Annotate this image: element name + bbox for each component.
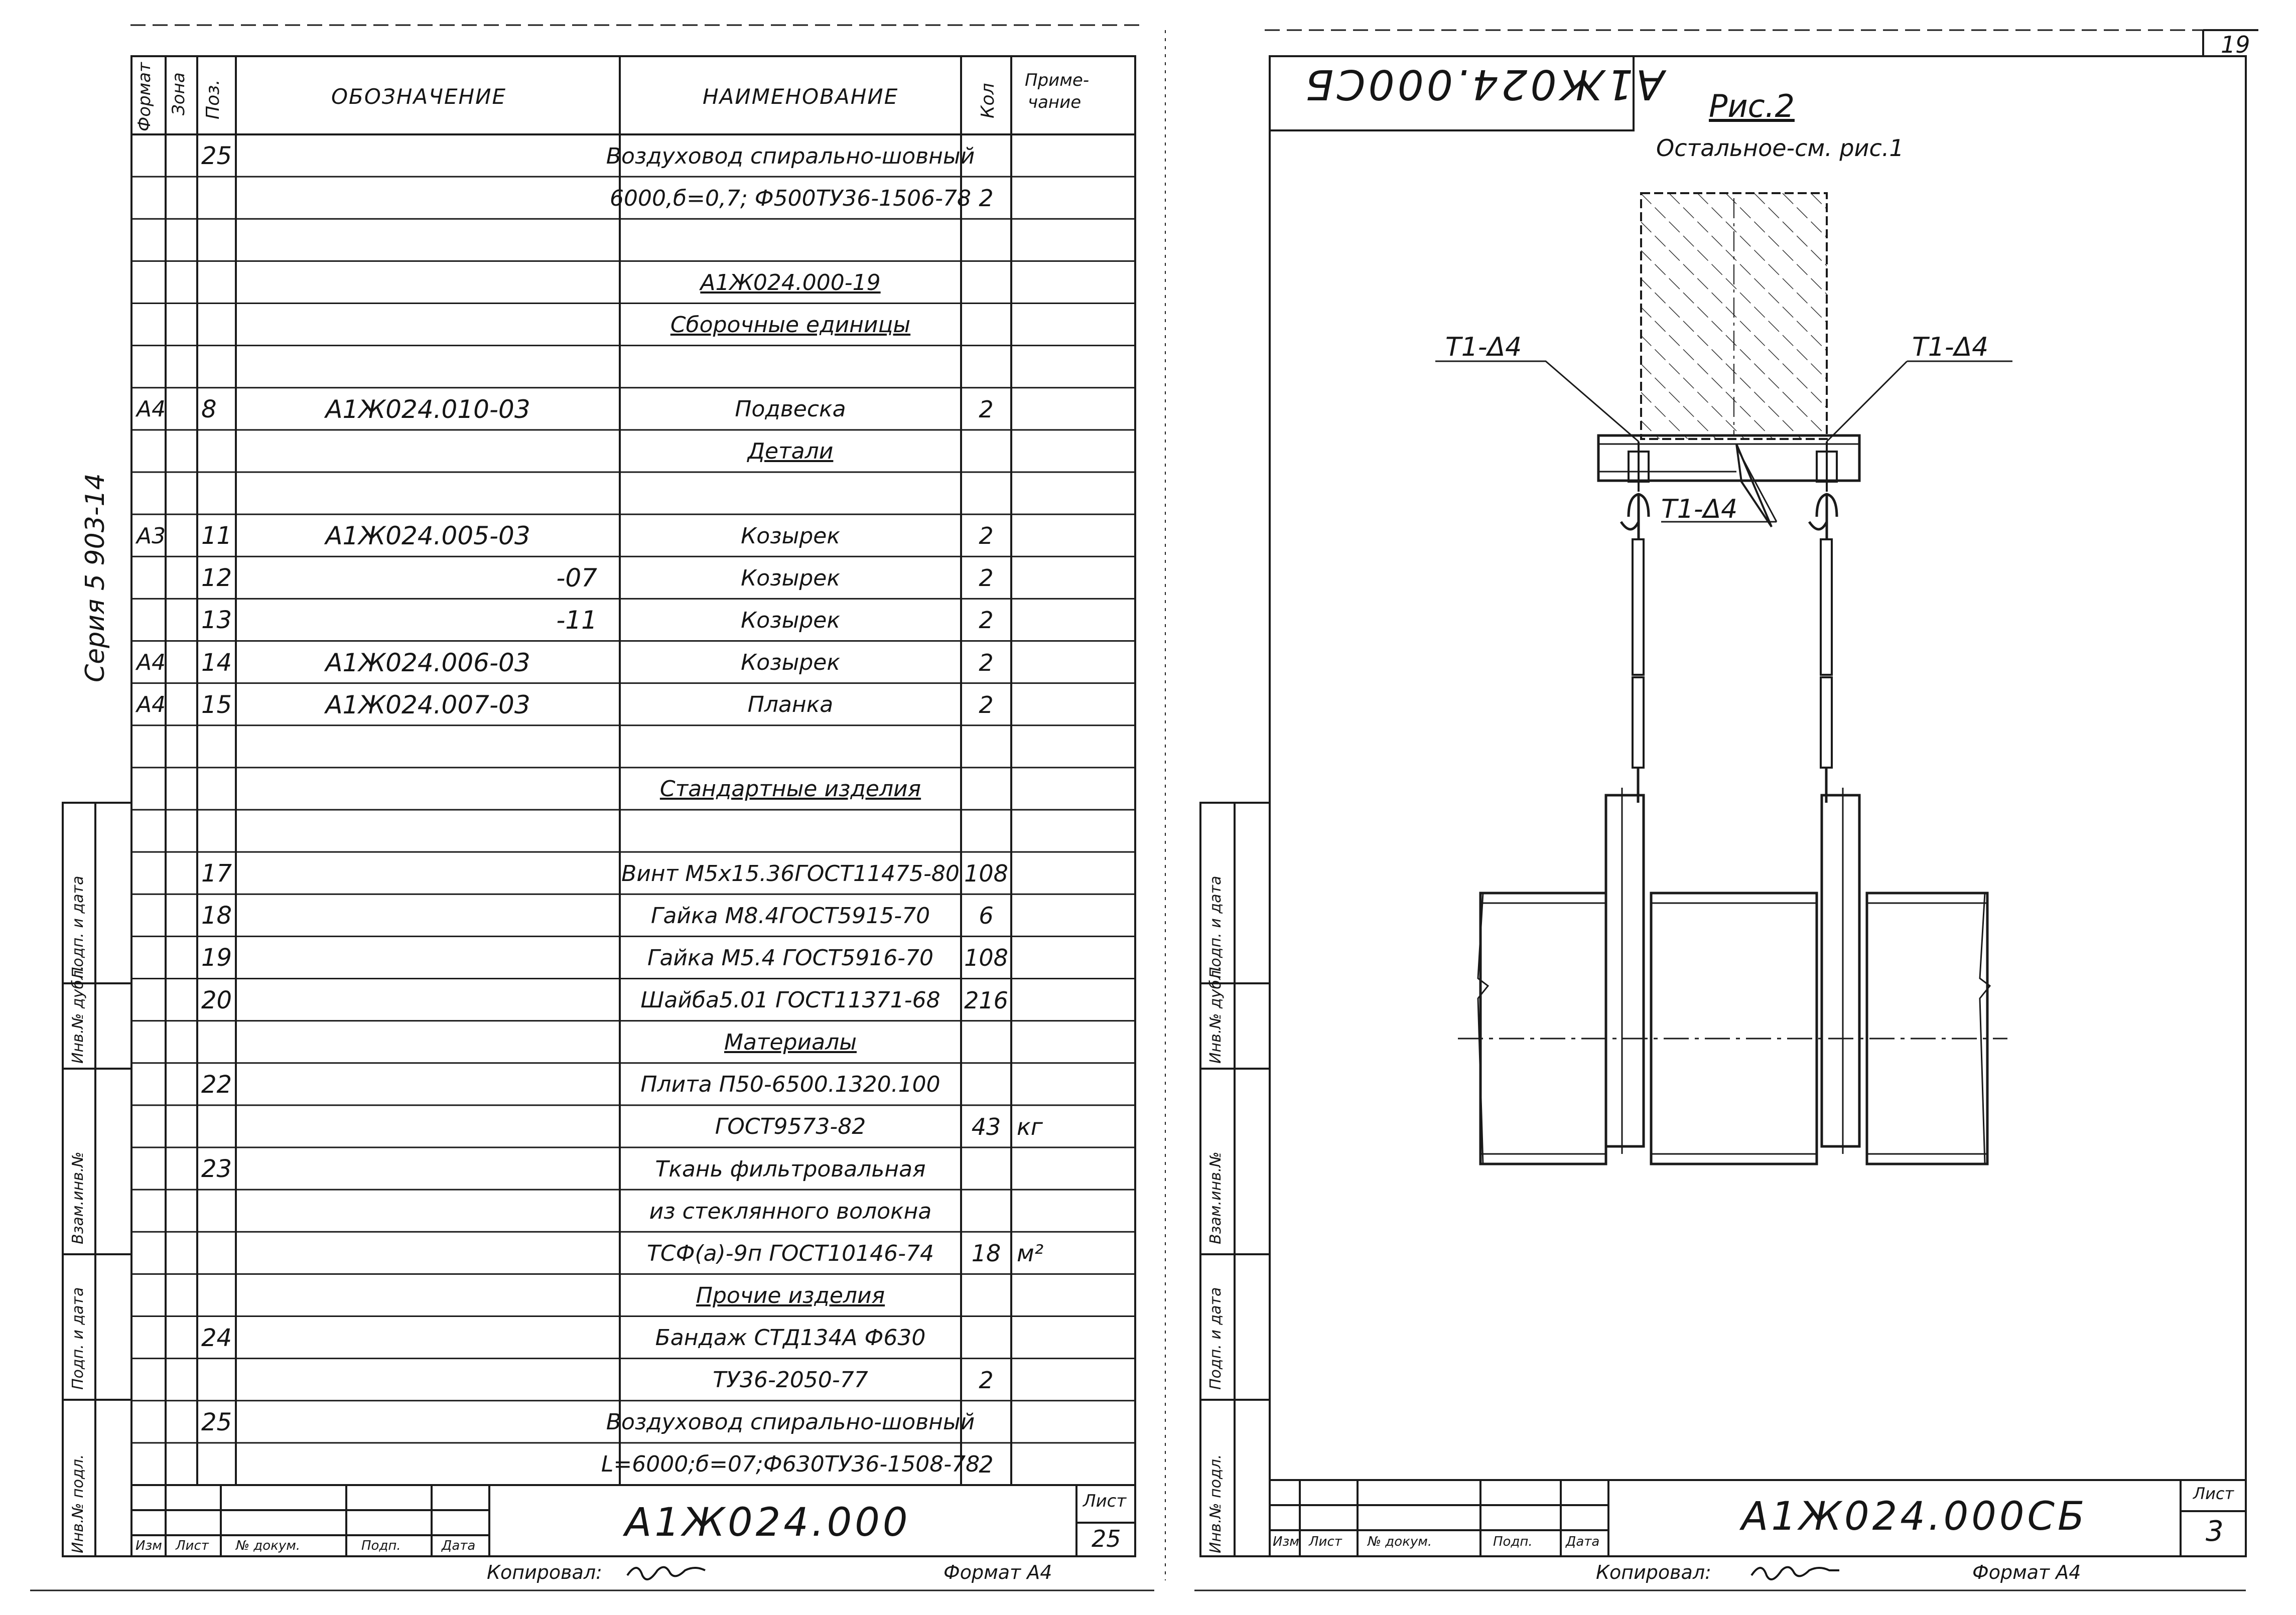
cell-name: Планка [747,692,834,718]
cell-quantity: 18 [971,1240,1001,1267]
cell-quantity: 43 [971,1113,1001,1140]
cell-name: Винт М5х15.36ГОСТ11475-80 [621,860,960,887]
cell-name: ГОСТ9573-82 [715,1114,866,1140]
cell-name: Гайка М5.4 ГОСТ5916-70 [647,945,934,971]
cell-quantity: 2 [979,185,994,212]
header-pos: Поз. [203,79,223,119]
stamp-col-sheet: Лист [176,1538,209,1553]
cell-quantity: 108 [964,860,1008,888]
cell-name: ТУ36-2050-77 [713,1367,868,1393]
r-side-label-inv-dup: Инв.№ дубл. [1207,965,1225,1064]
r-stamp-sheet-no: 3 [2206,1515,2224,1548]
side-label-sign-date-2: Подп. и дата [69,875,87,978]
stamp-col-change: Изм [136,1538,162,1553]
cell-note: м² [1017,1240,1044,1267]
stamp-sheet-label: Лист [1083,1491,1127,1511]
cell-name: Ткань фильтровальная [655,1156,926,1182]
cell-designation: А1Ж024.006-03 [325,648,530,677]
cell-position: 19 [201,944,232,972]
cell-quantity: 2 [979,522,994,550]
cell-name: Воздуховод спирально-шовный [606,1409,975,1435]
cell-position: 13 [201,606,232,635]
cell-name: ТСФ(а)-9п ГОСТ10146-74 [647,1240,934,1266]
cell-designation: А1Ж024.010-03 [325,394,530,424]
cell-quantity: 2 [979,607,994,634]
cell-quantity: 108 [964,944,1008,972]
cell-position: 22 [201,1070,232,1099]
cell-quantity: 2 [979,649,994,676]
cell-position: 25 [201,142,232,171]
cell-name: Козырек [741,523,840,549]
series-label: Серия 5 903-14 [80,473,110,682]
cell-position: 12 [201,564,232,593]
cell-name: Сборочные единицы [670,312,911,338]
r-side-label-replace-inv: Взам.инв.№ [1207,1151,1225,1244]
mirrored-code: А1Ж024.000СБ [1302,60,1665,108]
r-stamp-col-sign: Подп. [1493,1534,1533,1549]
header-note-2: чание [1028,92,1082,112]
cell-position: 15 [201,690,232,719]
cell-name: Козырек [741,607,840,633]
r-stamp-col-change: Изм [1273,1534,1299,1549]
r-stamp-col-sheet: Лист [1309,1534,1342,1549]
cell-position: 17 [201,859,232,888]
cell-designation: -07 [556,563,597,593]
header-name: НАИМЕНОВАНИЕ [703,84,899,109]
cell-format: А4 [137,396,166,422]
cell-name: Шайба5.01 ГОСТ11371-68 [640,987,940,1013]
r-stamp-code: А1Ж024.000СБ [1741,1494,2088,1539]
figure-note: Остальное-см. рис.1 [1656,134,1904,162]
cell-position: 11 [201,522,232,550]
cell-name: из стеклянного волокна [649,1198,932,1224]
cell-name: А1Ж024.000-19 [700,269,881,296]
cell-name: 6000,б=0,7; Ф500ТУ36-1506-78 [610,185,972,211]
cell-name: Воздуховод спирально-шовный [606,143,975,169]
page-corner-number: 19 [2221,31,2250,58]
cell-quantity: 2 [979,564,994,592]
side-label-inv-orig: Инв.№ подл. [69,1454,87,1553]
stamp-sheet-no: 25 [1092,1525,1121,1552]
stamp-code: А1Ж024.000 [625,1500,911,1545]
r-side-label-sign-date-2: Подп. и дата [1207,875,1225,978]
cell-quantity: 2 [979,1450,994,1478]
cell-position: 24 [201,1324,232,1352]
weld-label-left: Т1-Δ4 [1445,332,1522,362]
header-qty: Кол [978,83,998,118]
weld-label-right: Т1-Δ4 [1912,332,1989,362]
header-note-1: Приме- [1025,70,1090,90]
cell-name: Материалы [724,1030,857,1056]
cell-designation: А1Ж024.005-03 [325,521,530,551]
r-side-label-sign-date-1: Подп. и дата [1207,1287,1225,1390]
cell-quantity: 2 [979,691,994,718]
cell-quantity: 216 [964,986,1008,1014]
header-zone: Зона [169,72,189,115]
cell-name: Подвеска [735,396,846,422]
cell-name: L=6000;б=07;Ф630ТУ36-1508-78 [601,1451,980,1478]
header-format: Формат [134,62,155,131]
r-stamp-col-doc: № докум. [1368,1534,1432,1549]
cell-name: Детали [747,438,834,465]
cell-name: Плита П50-6500.1320.100 [640,1072,940,1098]
r-stamp-sheet-label: Лист [2193,1484,2234,1503]
side-label-inv-dup: Инв.№ дубл. [69,965,87,1064]
cell-designation: -11 [556,606,597,635]
cell-position: 8 [201,395,217,423]
cell-format: А4 [137,692,166,718]
weld-label-center: Т1-Δ4 [1661,494,1738,524]
cell-quantity: 2 [979,1366,994,1394]
cell-name: Прочие изделия [696,1282,885,1308]
cell-position: 23 [201,1155,232,1184]
cell-name: Бандаж СТД134А Ф630 [655,1325,926,1351]
header-designation: ОБОЗНАЧЕНИЕ [331,84,507,109]
cell-position: 18 [201,902,232,930]
r-copied-label: Копировал: [1596,1561,1711,1583]
format-label: Формат А4 [943,1561,1052,1583]
cell-position: 25 [201,1408,232,1436]
cell-quantity: 6 [979,902,994,930]
cell-designation: А1Ж024.007-03 [325,690,530,719]
side-label-sign-date-1: Подп. и дата [69,1287,87,1390]
cell-note: кг [1017,1113,1043,1140]
stamp-col-doc: № докум. [236,1538,301,1553]
cell-format: А3 [137,523,166,549]
cell-quantity: 2 [979,395,994,423]
cell-name: Козырек [741,650,840,676]
r-format-label: Формат А4 [1972,1561,2081,1583]
side-label-replace-inv: Взам.инв.№ [69,1151,87,1244]
cell-name: Козырек [741,565,840,591]
cell-position: 14 [201,648,232,677]
cell-position: 20 [201,986,232,1014]
cell-name: Стандартные изделия [659,776,921,802]
copied-label: Копировал: [487,1561,602,1583]
r-stamp-col-date: Дата [1566,1534,1600,1549]
cell-name: Гайка М8.4ГОСТ5915-70 [650,903,930,929]
stamp-col-date: Дата [442,1538,476,1553]
figure-title: Рис.2 [1709,88,1795,124]
stamp-col-sign: Подп. [361,1538,401,1553]
r-side-label-inv-orig: Инв.№ подл. [1207,1454,1225,1553]
cell-format: А4 [137,650,166,676]
